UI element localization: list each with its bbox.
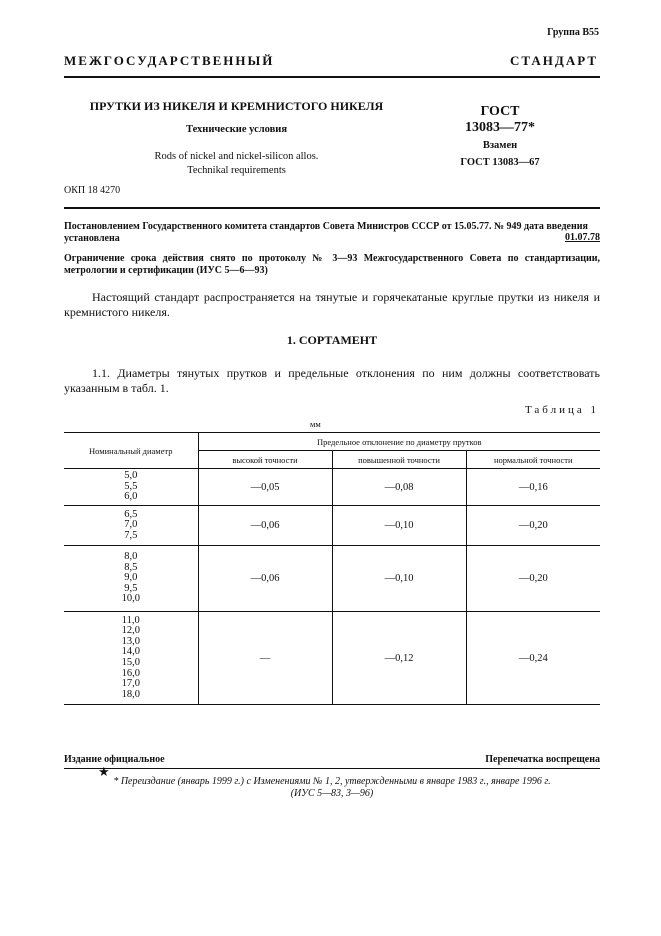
reissue-line-1: * Переиздание (январь 1999 г.) с Изменениями № 1, 2, утвержденными в январе 1983 г., январе 1996 г. — [113, 776, 551, 787]
english-title-line-2: Technikal requirements — [187, 165, 286, 176]
document-subtitle: Технические условия — [185, 124, 288, 135]
footer-divider — [64, 768, 600, 769]
cell-increased-accuracy: —0,10 — [332, 506, 466, 546]
limitation-note: Ограничение срока действия снято по протоколу № 3—93 Межгосударственного Совета по стандартизации, метрологии и сертификации (ИУС 5—6—93) — [64, 253, 600, 276]
document-title: ПРУТКИ ИЗ НИКЕЛЯ И КРЕМНИСТОГО НИКЕЛЯ — [89, 99, 384, 113]
gost-designation — [430, 104, 570, 136]
english-title — [64, 150, 409, 178]
cell-nominal-diameter — [64, 546, 198, 612]
diameter-value: 10,0 — [121, 593, 140, 605]
header-normal-accuracy: нормальной точности — [466, 451, 600, 469]
okp-code: ОКП 18 4270 — [64, 185, 121, 196]
cell-normal-accuracy: —0,24 — [466, 612, 600, 705]
title-divider — [64, 207, 600, 209]
cell-increased-accuracy: —0,08 — [332, 469, 466, 506]
header-nominal-diameter: Номинальный диаметр — [64, 433, 198, 469]
diameter-value: 5,0 — [124, 470, 138, 482]
cell-normal-accuracy: —0,16 — [466, 469, 600, 506]
clause-1-1: 1.1. Диаметры тянутых прутков и предельные отклонения по ним должны соответствовать указанным в табл. 1. — [64, 366, 600, 395]
replaced-standard — [430, 137, 570, 171]
diameter-value: 16,0 — [121, 667, 140, 679]
english-title-line-1: Rods of nickel and nickel-silicon allos. — [154, 151, 319, 162]
decree-text: Постановлением Государственного комитета стандартов Совета Министров СССР от 15.05.77. № 949 дата введения установлена — [64, 221, 588, 244]
table-unit: мм — [310, 419, 321, 429]
diameter-value: 9,5 — [124, 582, 138, 594]
diameter-value: 9,0 — [124, 572, 138, 584]
diameter-value: 7,0 — [124, 519, 138, 531]
header-high-accuracy: высокой точности — [198, 451, 332, 469]
diameter-table — [64, 432, 600, 705]
table-row — [64, 546, 600, 612]
diameter-value: 15,0 — [121, 657, 140, 668]
diameter-value: 13,0 — [121, 635, 140, 647]
standard-banner: МЕЖГОСУДАРСТВЕННЫЙ СТАНДАРТ — [64, 53, 598, 68]
gost-number: 13083—77* — [465, 120, 535, 135]
table-row — [64, 506, 600, 546]
gost-label: ГОСТ — [480, 104, 520, 119]
cell-increased-accuracy: —0,12 — [332, 612, 466, 705]
cell-normal-accuracy: —0,20 — [466, 506, 600, 546]
diameter-value: 12,0 — [121, 625, 140, 637]
diameter-value: 11,0 — [121, 614, 140, 626]
diameter-value: 6,5 — [124, 508, 138, 520]
header-increased-accuracy: повышенной точности — [332, 451, 466, 469]
cell-increased-accuracy: —0,10 — [332, 546, 466, 612]
cell-high-accuracy: —0,06 — [198, 546, 332, 612]
effective-date: 01.07.78 — [565, 232, 600, 243]
cell-nominal-diameter — [64, 506, 198, 546]
cell-nominal-diameter — [64, 469, 198, 506]
section-heading: 1. СОРТАМЕНТ — [286, 333, 378, 347]
table-row — [64, 469, 600, 506]
diameter-value: 14,0 — [121, 646, 140, 658]
diameter-value: 18,0 — [121, 688, 140, 700]
banner-divider — [64, 76, 600, 78]
diameter-value: 6,0 — [124, 491, 138, 503]
cell-nominal-diameter — [64, 612, 198, 705]
reissue-line-2: (ИУС 5—83, 3—96) — [290, 788, 374, 799]
cell-high-accuracy: —0,06 — [198, 506, 332, 546]
diameter-value: 5,5 — [124, 480, 138, 492]
cell-high-accuracy: —0,05 — [198, 469, 332, 506]
diameter-value: 17,0 — [121, 678, 140, 690]
reissue-note — [64, 776, 600, 800]
diameter-value: 7,5 — [124, 529, 138, 541]
diameter-value: 8,0 — [124, 551, 138, 563]
diameter-value: 8,5 — [124, 561, 138, 573]
reprint-notice: Перепечатка воспрещена — [485, 754, 600, 765]
intro-paragraph: Настоящий стандарт распространяется на тянутые и горячекатаные круглые прутки из никеля и кремнистого никеля. — [64, 290, 600, 319]
star-icon: ★ — [98, 764, 110, 779]
cell-normal-accuracy: —0,20 — [466, 546, 600, 612]
table-caption: Таблица 1 — [524, 404, 599, 416]
table-row — [64, 612, 600, 705]
group-code: Группа В55 — [547, 27, 599, 38]
official-edition: Издание официальное — [64, 754, 165, 765]
cell-high-accuracy: — — [198, 612, 332, 705]
replaced-label: Взамен — [482, 140, 518, 151]
replaced-gost: ГОСТ 13083—67 — [460, 157, 540, 168]
header-deviation-group: Предельное отклонение по диаметру прутков — [198, 433, 600, 451]
